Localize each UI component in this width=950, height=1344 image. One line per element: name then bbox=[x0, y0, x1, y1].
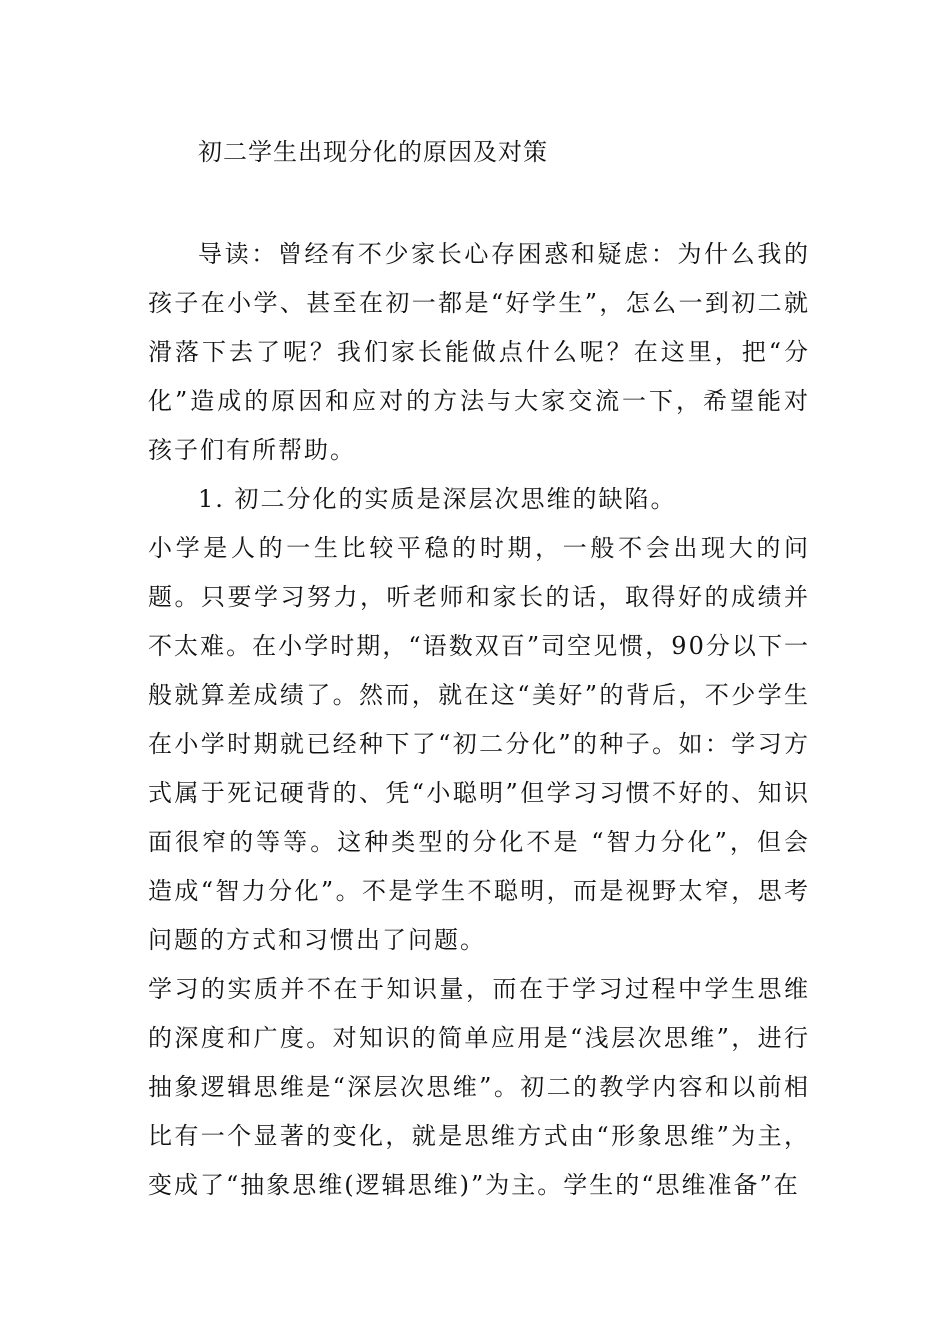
document-title: 初二学生出现分化的原因及对策 bbox=[198, 138, 548, 166]
intro-paragraph: 导读：曾经有不少家长心存困惑和疑虑：为什么我的孩子在小学、甚至在初一都是“好学生”，怎么一到初二就滑落下去了呢？我们家长能做点什么呢？在这里，把“分化”造成的原因和应对的方法与大家交流一下，希望能对孩子们有所帮助。 bbox=[148, 240, 810, 464]
section-heading: 1. 初二分化的实质是深层次思维的缺陷。 bbox=[198, 485, 677, 513]
body-paragraph-2: 学习的实质并不在于知识量，而在于学习过程中学生思维的深度和广度。对知识的简单应用是“浅层次思维”，进行抽象逻辑思维是“深层次思维”。初二的教学内容和以前相比有一个显著的变化，就是思维方式由“形象思维”为主，变成了“抽象思维(逻辑思维)”为主。学生的“思维准备”在 bbox=[148, 975, 810, 1199]
body-paragraph-1: 小学是人的一生比较平稳的时期，一般不会出现大的问题。只要学习努力，听老师和家长的话，取得好的成绩并不太难。在小学时期，“语数双百”司空见惯，90分以下一般就算差成绩了。然而，就在这“美好”的背后，不少学生在小学时期就已经种下了“初二分化”的种子。如：学习方式属于死记硬背的、凭“小聪明”但学习习惯不好的、知识面很窄的等等。这种类型的分化不是 “智力分化”，但会造成“智力分化”。不是学生不聪明，而是视野太窄，思考问题的方式和习惯出了问题。 bbox=[148, 534, 810, 954]
document-body bbox=[148, 230, 810, 1210]
